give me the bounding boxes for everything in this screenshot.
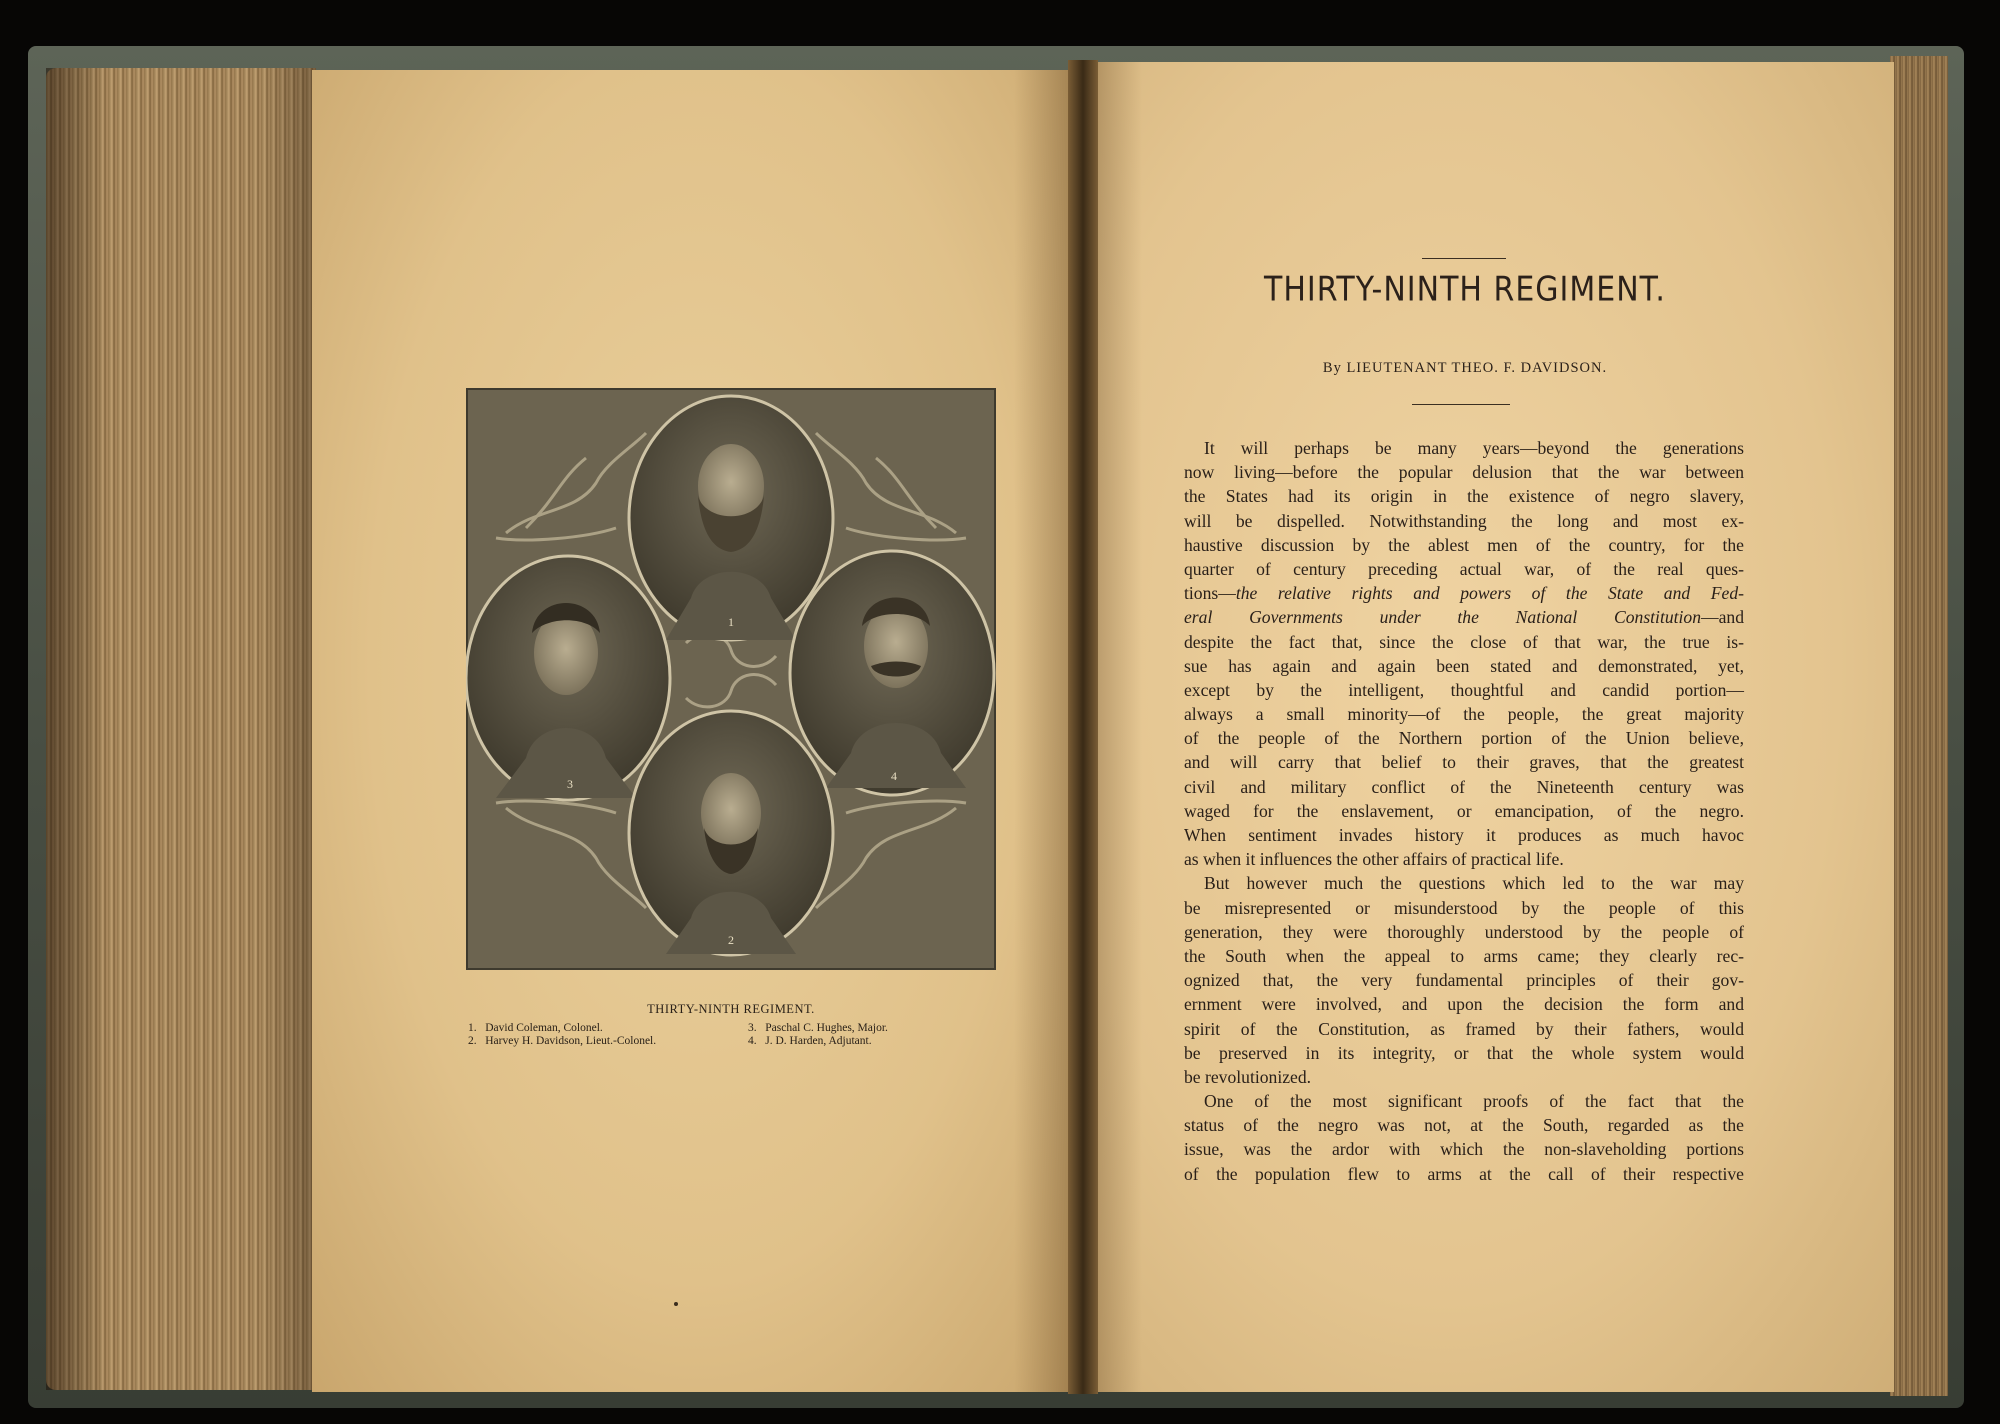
caption-column-right bbox=[748, 1022, 888, 1048]
text-run: tions— bbox=[1184, 583, 1236, 604]
italic-text-run: the relative rights and powers of the State and Fed- bbox=[1235, 583, 1744, 604]
text-line: of the people of the Northern portion of the Union believe, bbox=[1184, 728, 1744, 749]
text-line: One of the most significant proofs of the fact that the bbox=[1204, 1091, 1744, 1112]
text-line: despite the fact that, since the close of that war, the true is- bbox=[1184, 631, 1744, 652]
portrait-4 bbox=[790, 551, 994, 795]
text-line: It will perhaps be many years—beyond the generations bbox=[1204, 438, 1744, 458]
text-line: the States had its origin in the existence of negro slavery, bbox=[1184, 486, 1744, 507]
caption-item bbox=[748, 1035, 888, 1048]
byline-rule bbox=[1412, 404, 1510, 405]
page-mark bbox=[674, 1302, 678, 1306]
text-line: be revolutionized. bbox=[1184, 1066, 1312, 1087]
portrait-plate-illustration bbox=[466, 388, 996, 970]
plate-caption: THIRTY-NINTH REGIMENT. bbox=[647, 1002, 815, 1016]
portrait-number-3: 3 bbox=[567, 777, 573, 791]
text-line: of the population flew to arms at the call of their respective bbox=[1184, 1163, 1744, 1184]
text-line: sue has again and again been stated and demonstrated, yet, bbox=[1184, 655, 1744, 676]
text-line: But however much the questions which led to the war may bbox=[1204, 873, 1744, 894]
text-line: the South when the appeal to arms came; they clearly rec- bbox=[1184, 945, 1744, 966]
portrait-2 bbox=[629, 711, 833, 955]
text-line bbox=[1184, 581, 1744, 605]
text-line: be misrepresented or misunderstood by the people of this bbox=[1184, 897, 1744, 918]
page-edges-left bbox=[46, 68, 316, 1390]
portrait-1 bbox=[629, 396, 833, 640]
text-line: status of the negro was not, at the South, regarded as the bbox=[1184, 1115, 1744, 1136]
text-line: civil and military conflict of the Nineteenth century was bbox=[1184, 776, 1744, 797]
text-line: issue, was the ardor with which the non-slaveholding portions bbox=[1184, 1139, 1744, 1160]
caption-text: Paschal C. Hughes, Major. bbox=[765, 1022, 888, 1034]
text-line: ognized that, the very fundamental principles of their gov- bbox=[1184, 970, 1744, 991]
caption-text: Harvey H. Davidson, Lieut.-Colonel. bbox=[485, 1035, 657, 1047]
book-gutter bbox=[1068, 60, 1098, 1394]
byline: By LIEUTENANT THEO. F. DAVIDSON. bbox=[1322, 360, 1608, 376]
caption-text: J. D. Harden, Adjutant. bbox=[765, 1035, 872, 1047]
text-line: always a small minority—of the people, the great majority bbox=[1184, 704, 1744, 725]
caption-item bbox=[748, 1022, 888, 1035]
title-rule-top bbox=[1422, 258, 1506, 259]
text-line: be preserved in its integrity, or that the whole system would bbox=[1184, 1042, 1744, 1063]
text-line: ernment were involved, and upon the decision the form and bbox=[1184, 994, 1744, 1015]
portrait-number-2: 2 bbox=[728, 933, 734, 947]
text-line: now living—before the popular delusion that the war between bbox=[1184, 462, 1744, 483]
italic-text-run: eral Governments under the National Constitution bbox=[1184, 607, 1701, 628]
caption-item bbox=[468, 1022, 656, 1035]
caption-item bbox=[468, 1035, 656, 1048]
text-line: When sentiment invades history it produces as much havoc bbox=[1184, 825, 1744, 845]
caption-text: David Coleman, Colonel. bbox=[485, 1022, 603, 1034]
text-line: haustive discussion by the ablest men of the country, for the bbox=[1184, 534, 1744, 555]
body-text bbox=[1184, 436, 1744, 1186]
text-line: generation, they were thoroughly understood by the people of bbox=[1184, 921, 1744, 942]
portrait-3 bbox=[466, 556, 670, 800]
text-line bbox=[1184, 605, 1744, 629]
text-line: will be dispelled. Notwithstanding the long and most ex- bbox=[1184, 510, 1744, 531]
text-line: except by the intelligent, thoughtful and candid portion— bbox=[1184, 679, 1744, 700]
text-line: quarter of century preceding actual war, of the real ques- bbox=[1184, 558, 1744, 579]
text-line: spirit of the Constitution, as framed by their fathers, would bbox=[1184, 1018, 1744, 1039]
portrait-plate bbox=[466, 388, 996, 970]
caption-number: 1. bbox=[468, 1022, 477, 1034]
text-run: —and bbox=[1701, 607, 1744, 628]
caption-number: 2. bbox=[468, 1035, 477, 1047]
portrait-number-4: 4 bbox=[891, 769, 897, 783]
text-line: waged for the enslavement, or emancipation, of the negro. bbox=[1184, 800, 1744, 821]
caption-number: 4. bbox=[748, 1035, 757, 1047]
caption-column-left bbox=[468, 1022, 656, 1048]
text-line: as when it influences the other affairs of practical life. bbox=[1184, 849, 1564, 870]
caption-number: 3. bbox=[748, 1022, 757, 1034]
page-edges-right bbox=[1890, 56, 1948, 1396]
chapter-title: THIRTY-NINTH REGIMENT. bbox=[1264, 269, 1666, 310]
text-line: and will carry that belief to their graves, that the greatest bbox=[1184, 752, 1744, 773]
portrait-number-1: 1 bbox=[728, 615, 734, 629]
